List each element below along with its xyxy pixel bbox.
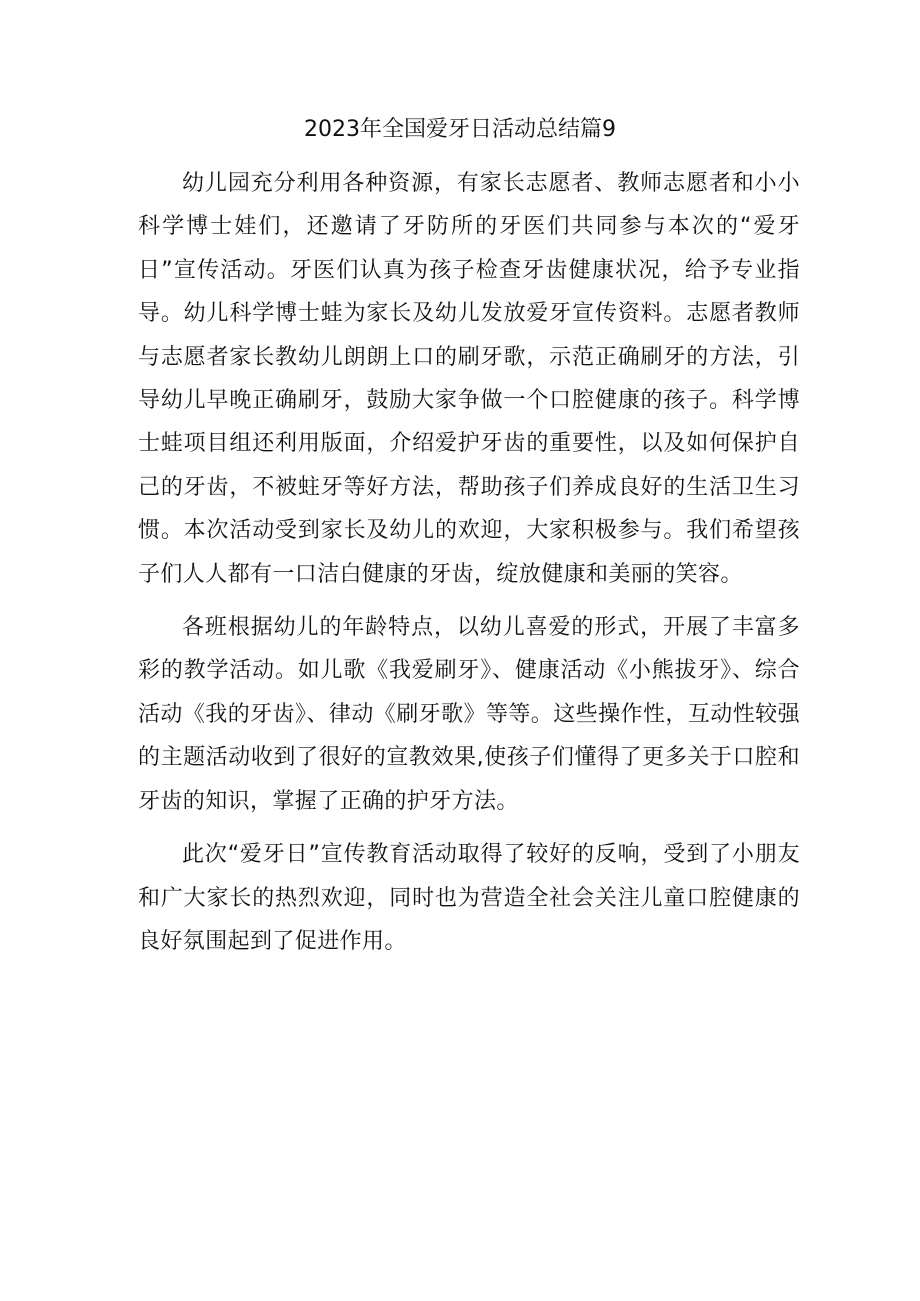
paragraph-1: 幼儿园充分利用各种资源，有家长志愿者、教师志愿者和小小科学博士娃们，还邀请了牙防所的牙医们共同参与本次的“爱牙日”宣传活动。牙医们认真为孩子检查牙齿健康状况，给予专业指导。幼儿科学博士蛙为家长及幼儿发放爱牙宣传资料。志愿者教师与志愿者家长教幼儿朗朗上口的刷牙歌，示范正确刷牙的方法，引导幼儿早晚正确刷牙，鼓励大家争做一个口腔健康的孩子。科学博士蛙项目组还利用版面，介绍爱护牙齿的重要性，以及如何保护自己的牙齿，不被蛀牙等好方法，帮助孩子们养成良好的生活卫生习惯。本次活动受到家长及幼儿的欢迎，大家积极参与。我们希望孩子们人人都有一口洁白健康的牙齿，绽放健康和美丽的笑容。 [138, 171, 800, 587]
paragraph-3: 此次“爱牙日”宣传教育活动取得了较好的反响，受到了小朋友和广大家长的热烈欢迎，同时也为营造全社会关注儿童口腔健康的良好氛围起到了促进作用。 [138, 842, 800, 954]
document-body [138, 162, 800, 973]
document-title: 2023年全国爱牙日活动总结篇9 [304, 117, 616, 142]
paragraph-2: 各班根据幼儿的年龄特点，以幼儿喜爱的形式，开展了丰富多彩的教学活动。如儿歌《我爱刷牙》、健康活动《小熊拔牙》、综合活动《我的牙齿》、律动《刷牙歌》等等。这些操作性，互动性较强的主题活动收到了很好的宣教效果,使孩子们懂得了更多关于口腔和牙齿的知识，掌握了正确的护牙方法。 [138, 615, 800, 814]
